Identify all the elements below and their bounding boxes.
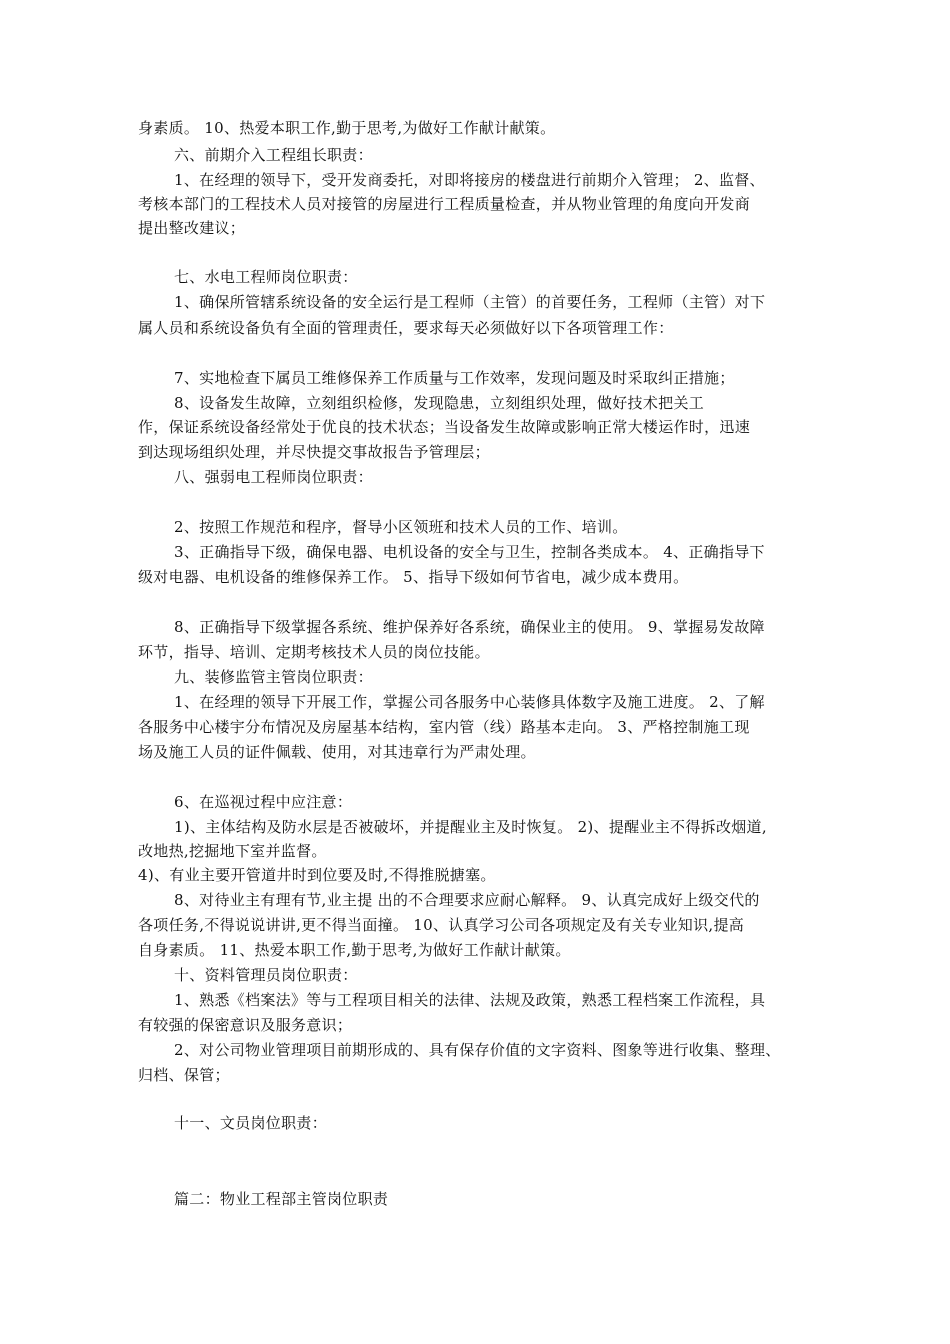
text-line: 身素质。 10、热爱本职工作,勤于思考,为做好工作献计献策。 — [138, 119, 556, 137]
section-heading: 九、装修监管主管岗位职责： — [174, 668, 373, 686]
section-heading: 十一、文员岗位职责： — [174, 1114, 328, 1132]
text-line: 1、确保所管辖系统设备的安全运行是工程师（主管）的首要任务，工程师（主管）对下 — [174, 293, 766, 311]
text-line: 级对电器、电机设备的维修保养工作。 5、指导下级如何节省电，减少成本费用。 — [138, 568, 689, 586]
text-line: 各服务中心楼宇分布情况及房屋基本结构，室内管（线）路基本走向。 3、严格控制施工现 — [138, 718, 750, 736]
text-line: 1、在经理的领导下开展工作，掌握公司各服务中心装修具体数字及施工进度。 2、了解 — [174, 693, 765, 711]
text-line: 8、设备发生故障，立刻组织检修，发现隐患，立刻组织处理，做好技术把关工 — [174, 394, 705, 412]
text-line: 1、在经理的领导下，受开发商委托，对即将接房的楼盘进行前期介入管理； 2、监督、 — [174, 171, 765, 189]
chapter-heading: 篇二：物业工程部主管岗位职责 — [174, 1190, 389, 1208]
text-line: 考核本部门的工程技术人员对接管的房屋进行工程质量检查，并从物业管理的角度向开发商 — [138, 195, 751, 213]
text-line: 1)、主体结构及防水层是否被破坏，并提醒业主及时恢复。 2)、提醒业主不得拆改烟道, — [174, 818, 767, 836]
text-line: 2、按照工作规范和程序，督导小区领班和技术人员的工作、培训。 — [174, 518, 628, 536]
section-heading: 八、强弱电工程师岗位职责： — [174, 468, 373, 486]
section-heading: 十、资料管理员岗位职责： — [174, 966, 358, 984]
text-line: 1、熟悉《档案法》等与工程项目相关的法律、法规及政策，熟悉工程档案工作流程，具 — [174, 991, 766, 1009]
text-line: 场及施工人员的证件佩载、使用，对其违章行为严肃处理。 — [138, 743, 536, 761]
text-line: 作，保证系统设备经常处于优良的技术状态；当设备发生故障或影响正常大楼运作时，迅速 — [138, 418, 751, 436]
text-line: 自身素质。 11、热爱本职工作,勤于思考,为做好工作献计献策。 — [138, 941, 571, 959]
text-line: 提出整改建议； — [138, 219, 246, 237]
text-line: 环节，指导、培训、定期考核技术人员的岗位技能。 — [138, 643, 490, 661]
text-line: 7、实地检查下属员工维修保养工作质量与工作效率，发现问题及时采取纠正措施； — [174, 369, 735, 387]
text-line: 8、正确指导下级掌握各系统、维护保养好各系统，确保业主的使用。 9、掌握易发故障 — [174, 618, 765, 636]
text-line: 6、在巡视过程中应注意： — [174, 793, 353, 811]
text-line: 属人员和系统设备负有全面的管理责任，要求每天必须做好以下各项管理工作： — [138, 319, 674, 337]
text-line: 到达现场组织处理，并尽快提交事故报告予管理层； — [138, 443, 490, 461]
text-line: 3、正确指导下级，确保电器、电机设备的安全与卫生，控制各类成本。 4、正确指导下 — [174, 543, 765, 561]
text-line: 各项任务,不得说说讲讲,更不得当面撞。 10、认真学习公司各项规定及有关专业知识,提高 — [138, 916, 745, 934]
text-line: 归档、保管； — [138, 1066, 230, 1084]
text-line: 2、对公司物业管理项目前期形成的、具有保存价值的文字资料、图象等进行收集、整理、 — [174, 1041, 781, 1059]
section-heading: 六、前期介入工程组长职责： — [174, 146, 373, 164]
text-line: 8、对待业主有理有节,业主提 出的不合理要求应耐心解释。 9、认真完成好上级交代的 — [174, 891, 760, 909]
text-line: 有较强的保密意识及服务意识； — [138, 1016, 353, 1034]
text-line: 改地热,挖掘地下室并监督。 — [138, 842, 327, 860]
text-line: 4)、有业主要开管道井时到位要及时,不得推脱搪塞。 — [138, 866, 496, 884]
section-heading: 七、水电工程师岗位职责： — [174, 268, 358, 286]
